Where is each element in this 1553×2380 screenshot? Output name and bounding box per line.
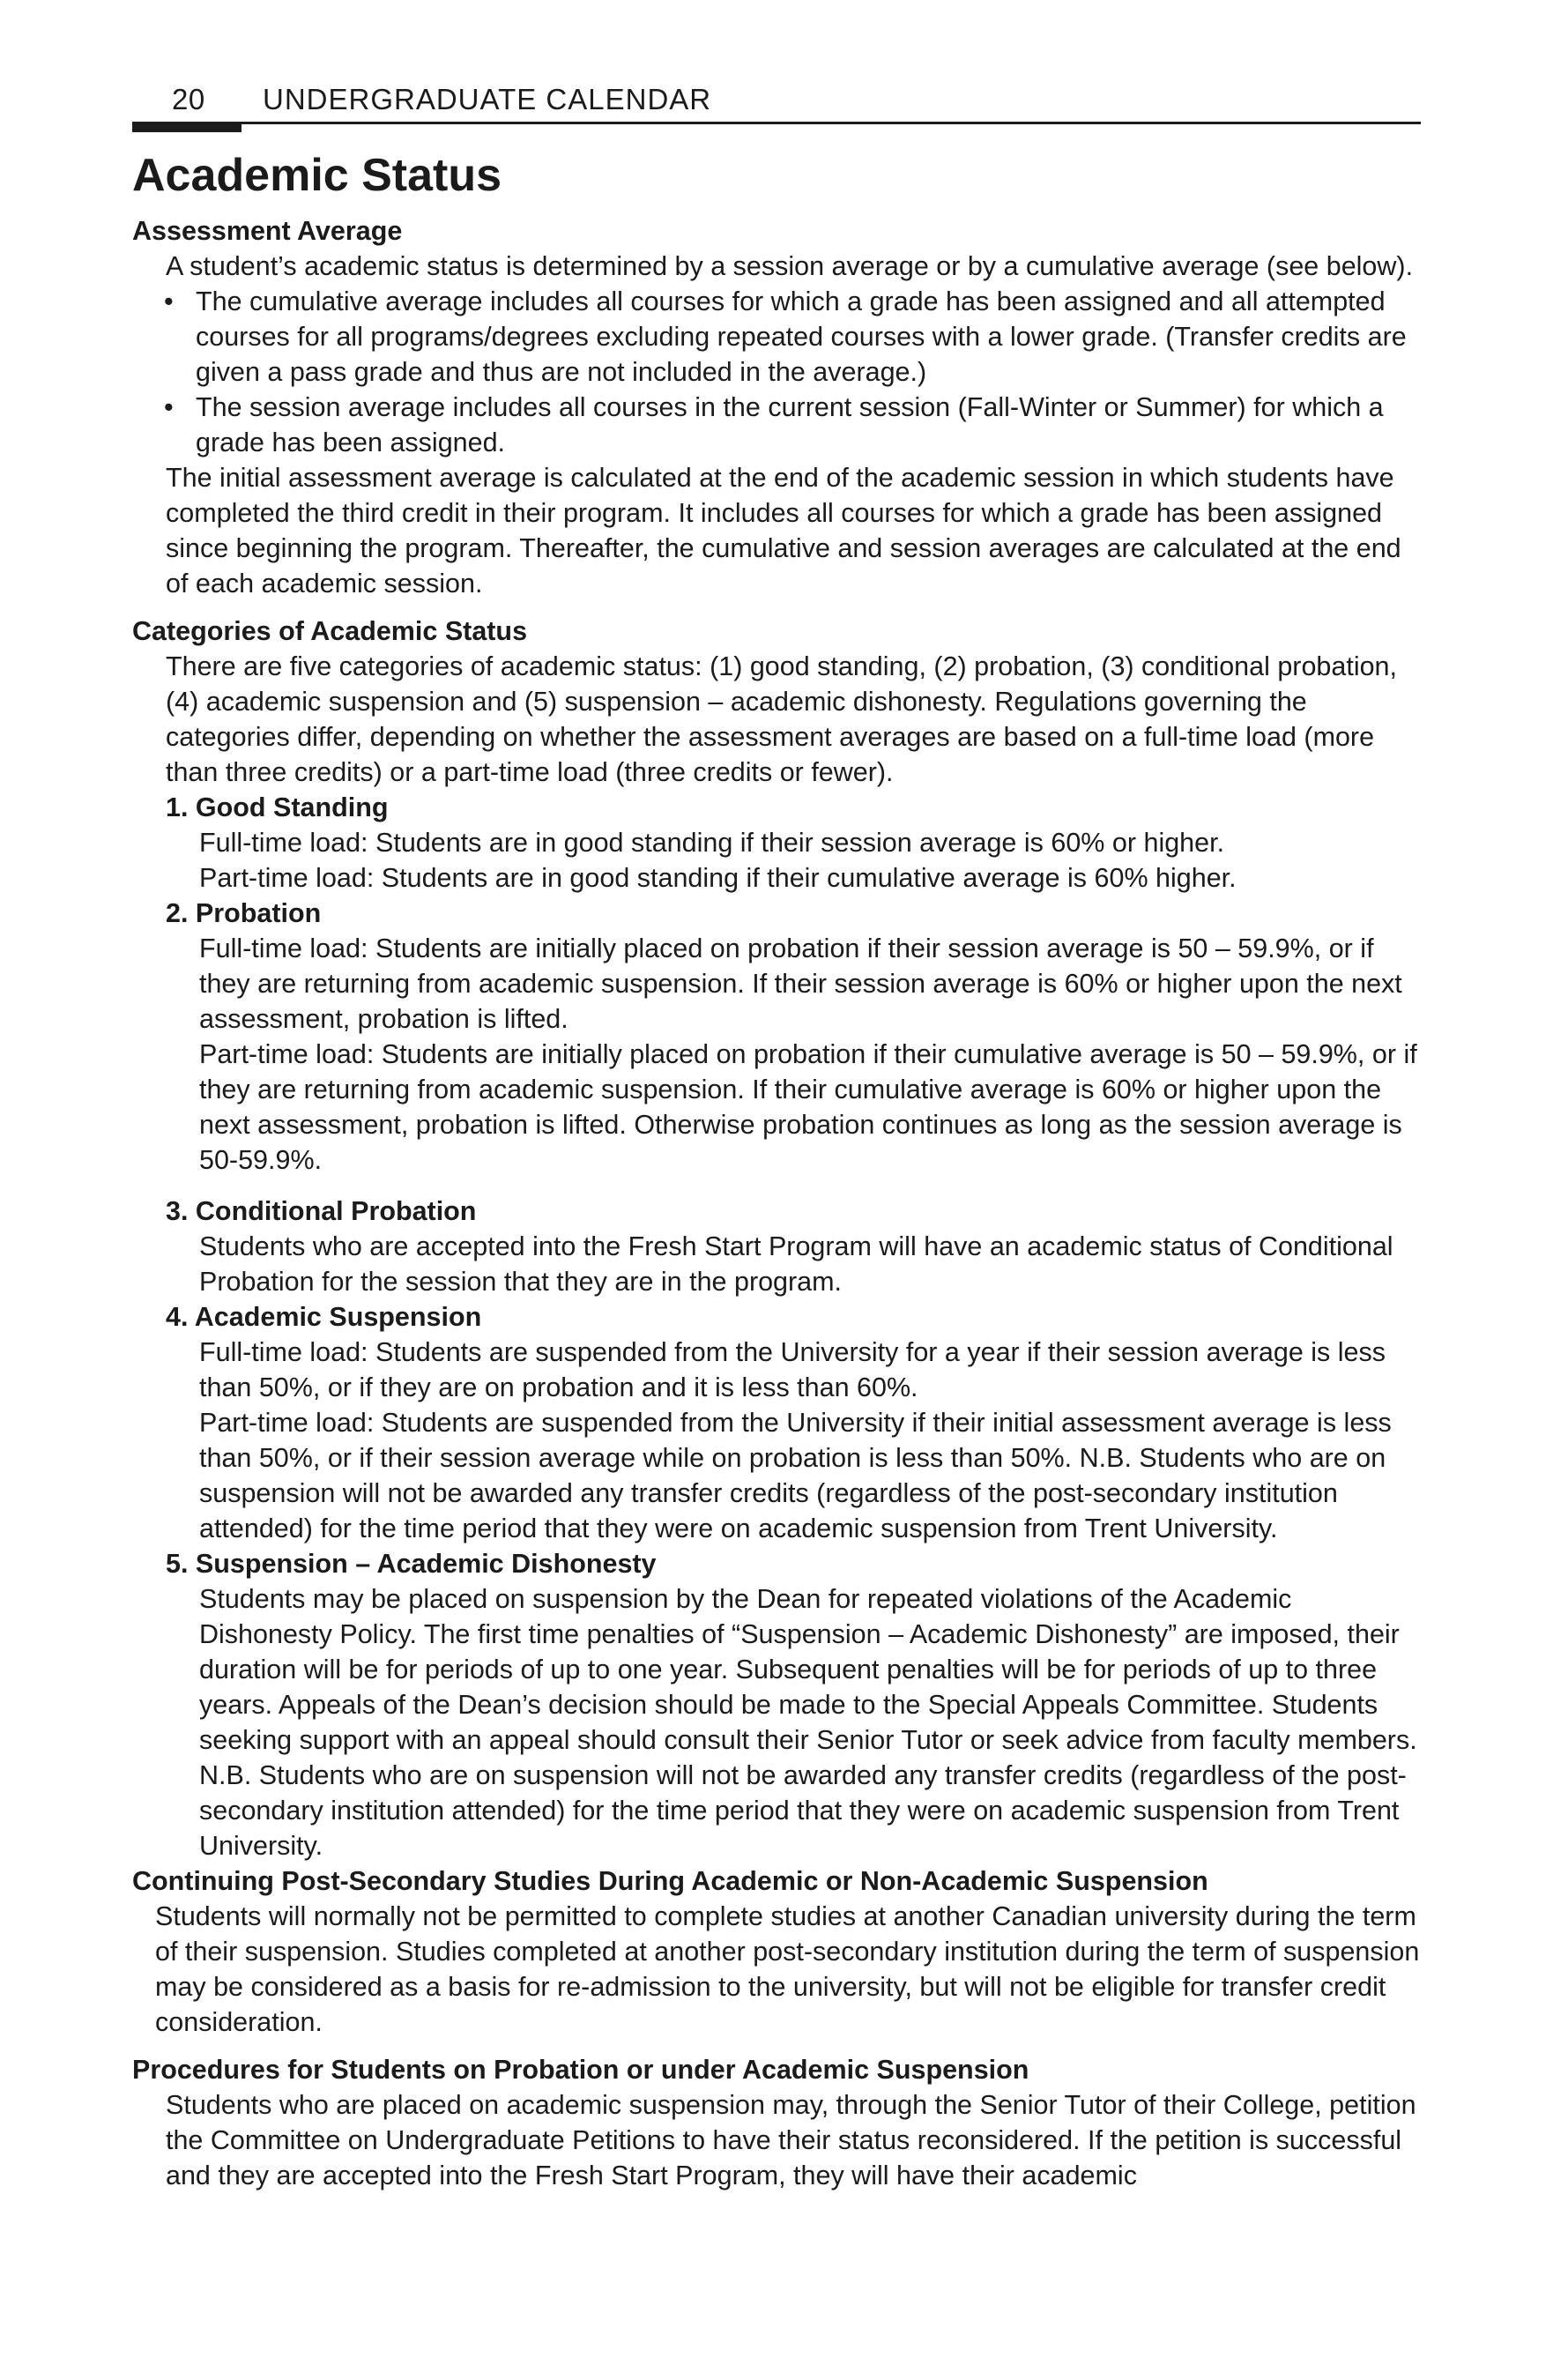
page-content bbox=[132, 150, 1423, 2193]
procedures-section bbox=[132, 2052, 1423, 2193]
categories-intro: There are five categories of academic status: (1) good standing, (2) probation, (3) conditional probation, (4) academic suspension and (5) suspension – academic dishonesty. Regulations governing the categories differ, depending on whether the assessment averages are based on a full-time load (more than three credits) or a part-time load (three credits or fewer). bbox=[166, 651, 1397, 787]
header-rule bbox=[132, 122, 1421, 124]
list-item-text: The session average includes all courses in the current session (Fall-Winter or Summer) for which a grade has been assigned. bbox=[196, 391, 1384, 457]
status-heading-probation: 2. Probation bbox=[166, 897, 322, 928]
continuing-studies-section bbox=[132, 1863, 1423, 2040]
continuing-studies-text: Students will normally not be permitted to complete studies at another Canadian university during the term of their suspension. Studies completed at another post-secondary institution during the term of suspension may be considered as a basis for re-admission to the university, but will not be eligible for transfer credit consideration. bbox=[155, 1900, 1420, 2037]
bullet-icon: • bbox=[164, 391, 174, 422]
page-number: 20 bbox=[172, 83, 205, 115]
section-heading: Procedures for Students on Probation or under Academic Suspension bbox=[132, 2054, 1029, 2085]
procedures-text: Students who are placed on academic suspension may, through the Senior Tutor of their College, petition the Committee on Undergraduate Petitions to have their status reconsidered. If the petition is successful and they are accepted into the Fresh Start Program, they will have their academic bbox=[166, 2089, 1416, 2190]
status-heading-academic-suspension: 4. Academic Suspension bbox=[166, 1301, 482, 1332]
status-heading-good-standing: 1. Good Standing bbox=[166, 792, 389, 822]
bullet-icon: • bbox=[164, 286, 174, 316]
status-heading-conditional-probation: 3. Conditional Probation bbox=[166, 1195, 477, 1226]
header-tab-marker bbox=[132, 122, 241, 132]
list-item-text: The cumulative average includes all courses for which a grade has been assigned and all attempted courses for all programs/degrees excluding repeated courses with a lower grade. (Transfer credits are given a pass grade and thus are not included in the average.) bbox=[196, 286, 1407, 387]
page-header bbox=[132, 78, 1421, 123]
categories-section bbox=[132, 614, 1423, 1863]
status-paragraph: Part-time load: Students are in good standing if their cumulative average is 60% higher. bbox=[199, 862, 1237, 893]
assessment-bullet-list bbox=[132, 284, 1423, 460]
status-paragraph: Part-time load: Students are initially placed on probation if their cumulative average is 50 – 59.9%, or if they are returning from academic suspension. If their cumulative average is 60% or higher upon the next assessment, probation is lifted. Otherwise probation continues as long as the session average is 50-59.9%. bbox=[199, 1038, 1417, 1175]
assessment-closing: The initial assessment average is calculated at the end of the academic session in which students have completed the third credit in their program. It includes all courses for which a grade has been assigned since beginning the program. Thereafter, the cumulative and session averages are calculated at the end of each academic session. bbox=[166, 462, 1401, 599]
section-heading: Continuing Post-Secondary Studies During Academic or Non-Academic Suspension bbox=[132, 1865, 1208, 1896]
section-heading: Categories of Academic Status bbox=[132, 615, 528, 646]
running-head: UNDERGRADUATE CALENDAR bbox=[263, 83, 712, 115]
status-paragraph: Full-time load: Students are initially placed on probation if their session average is 50 – 59.9%, or if they are returning from academic suspension. If their session average is 60% or higher upon the next assessment, probation is lifted. bbox=[199, 933, 1402, 1034]
status-paragraph: Full-time load: Students are suspended from the University for a year if their session average is less than 50%, or if they are on probation and it is less than 60%. bbox=[199, 1336, 1386, 1402]
status-heading-academic-dishonesty: 5. Suspension – Academic Dishonesty bbox=[166, 1548, 657, 1579]
assessment-average-section bbox=[132, 213, 1423, 601]
status-paragraph: Full-time load: Students are in good standing if their session average is 60% or higher. bbox=[199, 827, 1225, 858]
list-item bbox=[164, 390, 1423, 460]
section-heading: Assessment Average bbox=[132, 215, 403, 246]
assessment-intro: A student’s academic status is determined by a session average or by a cumulative average (see below). bbox=[166, 250, 1414, 281]
status-paragraph: Students who are accepted into the Fresh Start Program will have an academic status of Conditional Probation for the session that they are in the program. bbox=[199, 1231, 1393, 1297]
status-paragraph: Part-time load: Students are suspended from the University if their initial assessment average is less than 50%, or if their session average while on probation is less than 50%. N.B. Students who are on suspension will not be awarded any transfer credits (regardless of the post-secondary institution attended) for the time period that they were on academic suspension from Trent University. bbox=[199, 1407, 1392, 1543]
page-title: Academic Status bbox=[132, 150, 502, 201]
status-paragraph: Students may be placed on suspension by the Dean for repeated violations of the Academic Dishonesty Policy. The first time penalties of “Suspension – Academic Dishonesty” are imposed, their duration will be for periods of up to one year. Subsequent penalties will be for periods of up to three years. Appeals of the Dean’s decision should be made to the Special Appeals Committee. Students seeking support with an appeal should consult their Senior Tutor or seek advice from faculty members. N.B. Students who are on suspension will not be awarded any transfer credits (regardless of the post-secondary institution attended) for the time period that they were on academic suspension from Trent University. bbox=[199, 1583, 1417, 1861]
list-item bbox=[164, 284, 1423, 390]
